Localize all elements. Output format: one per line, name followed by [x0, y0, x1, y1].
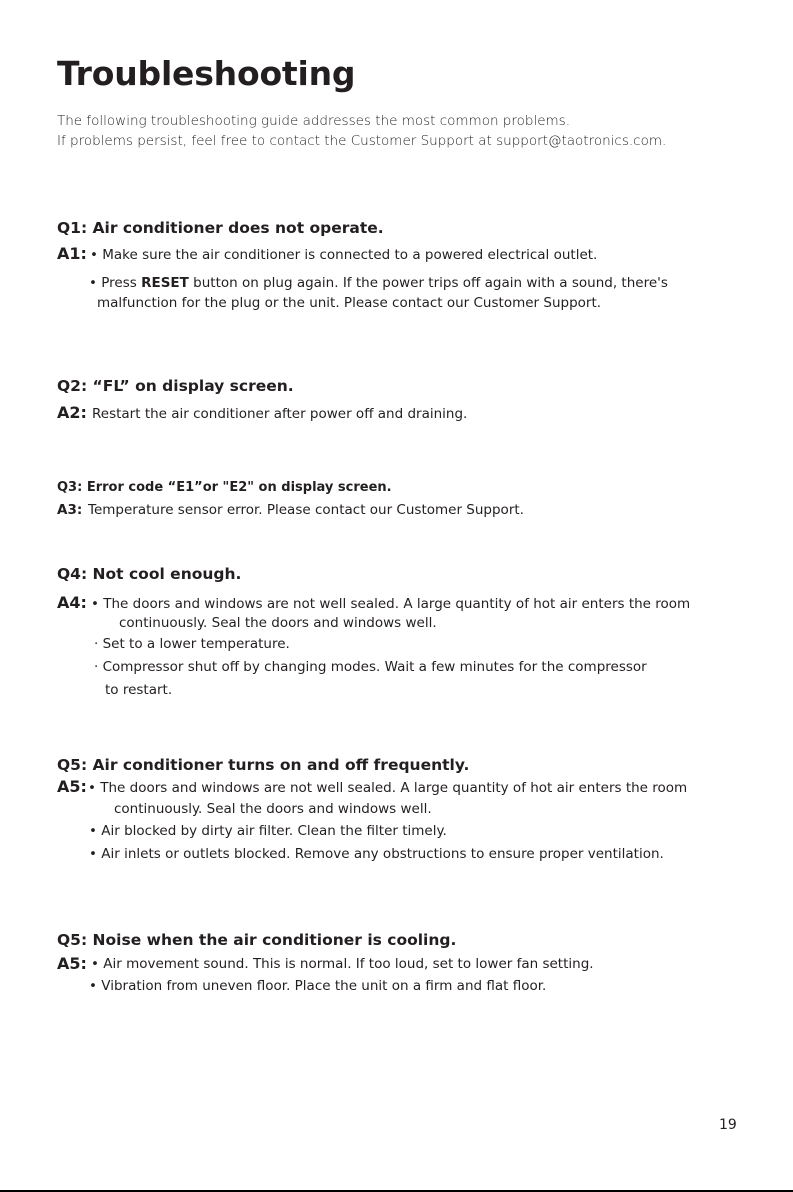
- intro-line-1: The following troubleshooting guide addresses the most common problems.: [57, 113, 570, 129]
- answer-5-line-2: continuously. Seal the doors and windows well.: [114, 801, 432, 817]
- answer-5-label: A5:: [57, 777, 87, 796]
- page-title: Troubleshooting: [57, 54, 356, 93]
- answer-4-line-4: · Compressor shut off by changing modes. Wait a few minutes for the compressor: [94, 659, 647, 675]
- answer-1-line-2: [89, 275, 668, 291]
- question-6: Q5: Noise when the air conditioner is cooling.: [57, 931, 457, 949]
- answer-4-label: A4:: [57, 593, 87, 612]
- answer-5-line-1: • The doors and windows are not well sealed. A large quantity of hot air enters the room: [88, 780, 688, 796]
- question-4: Q4: Not cool enough.: [57, 565, 242, 583]
- question-3: Q3: Error code “E1”or "E2" on display screen.: [57, 480, 392, 495]
- answer-4-line-3: · Set to a lower temperature.: [94, 636, 290, 652]
- question-5: Q5: Air conditioner turns on and off frequently.: [57, 756, 470, 774]
- reset-prefix: • Press: [89, 275, 142, 291]
- answer-4-line-5: to restart.: [105, 682, 173, 698]
- answer-1-label: A1:: [57, 244, 87, 263]
- answer-4-line-1: • The doors and windows are not well sealed. A large quantity of hot air enters the room: [91, 596, 691, 612]
- reset-suffix: button on plug again. If the power trips off again with a sound, there's: [188, 275, 668, 291]
- answer-3-label: A3:: [57, 502, 83, 518]
- question-1: Q1: Air conditioner does not operate.: [57, 219, 384, 237]
- answer-2-line-1: Restart the air conditioner after power off and draining.: [92, 406, 468, 422]
- answer-3-line-1: Temperature sensor error. Please contact our Customer Support.: [88, 502, 524, 518]
- answer-5-line-3: • Air blocked by dirty air filter. Clean the filter timely.: [89, 823, 447, 839]
- intro-line-2: If problems persist, feel free to contact the Customer Support at support@taotronics.com.: [57, 133, 667, 149]
- answer-4-line-2: continuously. Seal the doors and windows well.: [119, 615, 437, 631]
- answer-6-line-2: • Vibration from uneven floor. Place the unit on a firm and flat floor.: [89, 978, 547, 994]
- answer-6-line-1: • Air movement sound. This is normal. If too loud, set to lower fan setting.: [91, 956, 594, 972]
- answer-1-line-3: malfunction for the plug or the unit. Please contact our Customer Support.: [97, 295, 602, 311]
- page-number: 19: [719, 1117, 737, 1133]
- answer-5-line-4: • Air inlets or outlets blocked. Remove any obstructions to ensure proper ventilation.: [89, 846, 664, 862]
- answer-1-line-1: • Make sure the air conditioner is connected to a powered electrical outlet.: [90, 247, 598, 263]
- answer-2-label: A2:: [57, 403, 87, 422]
- answer-6-label: A5:: [57, 954, 87, 973]
- reset-keyword: RESET: [141, 275, 189, 291]
- question-2: Q2: “FL” on display screen.: [57, 377, 294, 395]
